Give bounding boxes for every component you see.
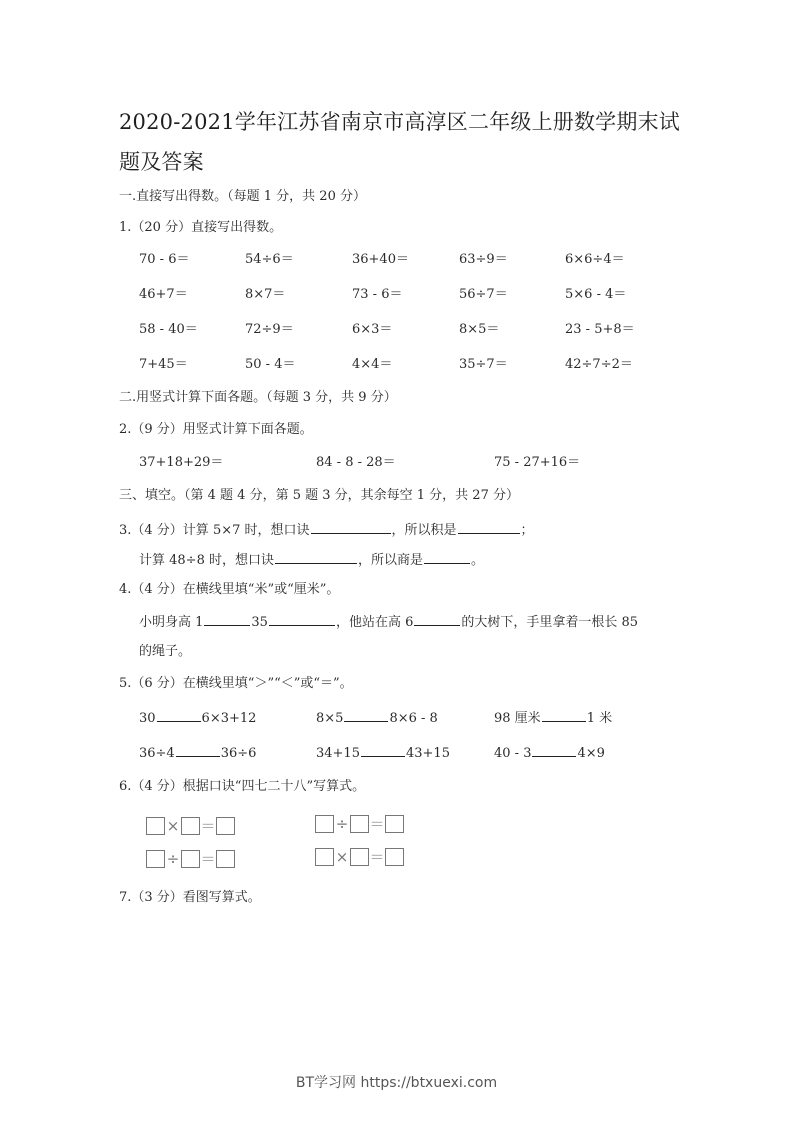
q5-item: 8×5 8×6 - 8 [316, 711, 438, 726]
section2-heading: 二.用竖式计算下面各题。（每题 3 分，共 9 分） [119, 390, 397, 405]
q7-label: 7.（3 分）看图写算式。 [119, 890, 261, 905]
q1-label: 1.（20 分）直接写出得数。 [119, 220, 283, 235]
q1-item: 63÷9＝ [459, 252, 508, 267]
q5-item: 34+15 43+15 [316, 746, 450, 761]
times-icon: × [335, 847, 349, 866]
answer-blank[interactable] [361, 744, 405, 757]
q1-item: 5×6 - 4＝ [565, 287, 627, 302]
answer-blank[interactable] [311, 521, 391, 534]
answer-blank[interactable] [542, 709, 586, 722]
answer-box[interactable] [216, 817, 235, 835]
answer-blank[interactable] [275, 551, 357, 564]
equals-icon: ＝ [200, 817, 216, 835]
q1-item: 23 - 5+8＝ [565, 322, 635, 337]
q3-text: 3.（4 分）计算 5×7 时，想口诀 [119, 523, 310, 538]
q4-text: 小明身高 1 [139, 615, 204, 630]
q1-item: 72÷9＝ [245, 322, 294, 337]
footer-watermark: BT学习网 https://btxuexi.com [295, 1075, 498, 1091]
answer-box[interactable] [385, 815, 404, 833]
q2-item: 37+18+29＝ [139, 455, 224, 470]
q6-equation [146, 815, 235, 836]
answer-box[interactable] [350, 848, 369, 866]
section1-heading: 一.直接写出得数。（每题 1 分，共 20 分） [119, 189, 366, 204]
answer-blank[interactable] [157, 709, 201, 722]
divide-icon: ÷ [335, 814, 349, 833]
answer-blank[interactable] [344, 709, 388, 722]
answer-box[interactable] [146, 817, 165, 835]
q2-item: 75 - 27+16＝ [494, 455, 581, 470]
q4-label: 4.（4 分）在横线里填“米”或“厘米”。 [119, 582, 340, 597]
answer-box[interactable] [216, 850, 235, 868]
q1-item: 70 - 6＝ [139, 252, 190, 267]
answer-blank[interactable] [458, 521, 520, 534]
q4-line2: 的绳子。 [139, 644, 192, 659]
q3-text: ，所以商是 [357, 553, 423, 568]
q4-text: 的大树下，手里拿着一根长 85 [461, 615, 639, 630]
q1-item: 36+40＝ [352, 252, 409, 267]
q6-equation [315, 846, 404, 867]
answer-blank[interactable] [532, 744, 576, 757]
q3-text: 。 [471, 553, 485, 568]
doc-title-line1: 2020-2021学年江苏省南京市高淳区二年级上册数学期末试 [119, 110, 680, 134]
answer-box[interactable] [181, 850, 200, 868]
q1-item: 54÷6＝ [245, 252, 294, 267]
q1-item: 73 - 6＝ [352, 287, 403, 302]
q1-item: 6×3＝ [352, 322, 393, 337]
q2-item: 84 - 8 - 28＝ [316, 455, 396, 470]
q5-item: 36÷4 36÷6 [139, 746, 257, 761]
equals-icon: ＝ [369, 815, 385, 833]
q5-item: 98 厘米 1 米 [494, 711, 613, 726]
q1-item: 42÷7÷2＝ [565, 357, 633, 372]
q6-label: 6.（4 分）根据口诀“四七二十八”写算式。 [119, 779, 366, 794]
q1-item: 8×7＝ [245, 287, 286, 302]
q3-text: ，所以积是 [391, 523, 457, 538]
q3-text: ； [520, 523, 534, 538]
answer-blank[interactable] [424, 551, 470, 564]
q1-item: 58 - 40＝ [139, 322, 198, 337]
answer-box[interactable] [181, 817, 200, 835]
q1-item: 6×6÷4＝ [565, 252, 625, 267]
q2-label: 2.（9 分）用竖式计算下面各题。 [119, 422, 313, 437]
answer-box[interactable] [385, 848, 404, 866]
answer-box[interactable] [350, 815, 369, 833]
q1-item: 8×5＝ [459, 322, 500, 337]
q5-item: 30 6×3+12 [139, 711, 257, 726]
answer-blank[interactable] [204, 613, 250, 626]
answer-box[interactable] [315, 848, 334, 866]
q5-label: 5.（6 分）在横线里填“＞”“＜”或“＝”。 [119, 676, 353, 691]
section3-heading: 三、填空。（第 4 题 4 分，第 5 题 3 分，其余每空 1 分，共 27 分） [119, 488, 519, 503]
answer-box[interactable] [146, 850, 165, 868]
answer-blank[interactable] [414, 613, 460, 626]
answer-blank[interactable] [176, 744, 220, 757]
q6-equation [315, 813, 404, 834]
q1-item: 50 - 4＝ [245, 357, 296, 372]
q1-item: 56÷7＝ [459, 287, 508, 302]
q3-text: 计算 48÷8 时，想口诀 [139, 553, 274, 568]
q4-text: ，他站在高 6 [335, 615, 414, 630]
q1-item: 35÷7＝ [459, 357, 508, 372]
answer-blank[interactable] [269, 613, 335, 626]
divide-icon: ÷ [166, 849, 180, 868]
q5-item: 40 - 3 4×9 [494, 746, 605, 761]
equals-icon: ＝ [200, 850, 216, 868]
doc-title-line2: 题及答案 [119, 150, 204, 174]
q6-equation [146, 848, 235, 869]
equals-icon: ＝ [369, 848, 385, 866]
answer-box[interactable] [315, 815, 334, 833]
q3-line2 [139, 551, 484, 569]
q4-line1 [139, 613, 638, 631]
q1-item: 46+7＝ [139, 287, 188, 302]
q1-item: 7+45＝ [139, 357, 188, 372]
q1-item: 4×4＝ [352, 357, 393, 372]
q4-text: 35 [251, 615, 268, 630]
q3-line1 [119, 521, 534, 539]
times-icon: × [166, 816, 180, 835]
